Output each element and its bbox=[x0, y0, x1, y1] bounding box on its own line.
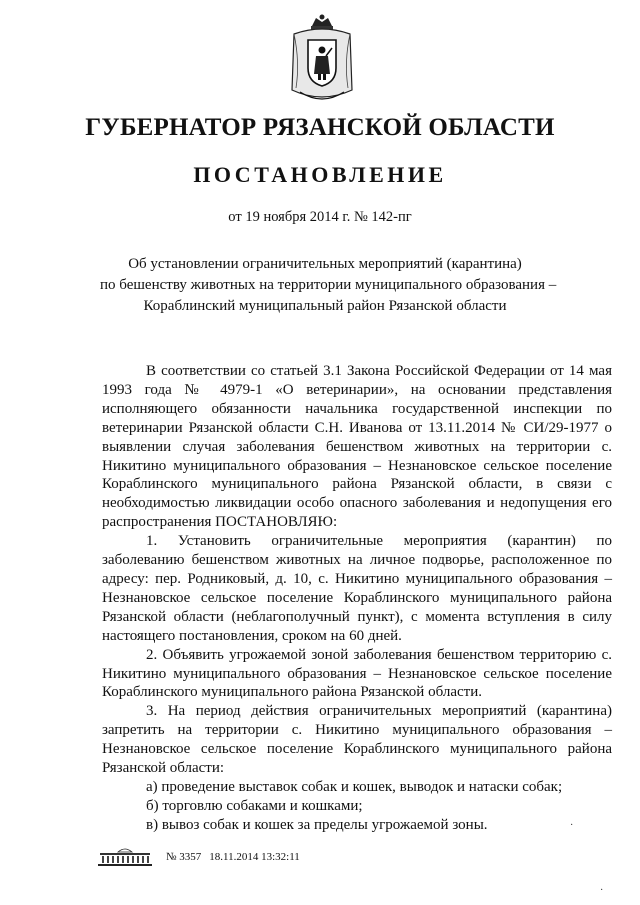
preamble-paragraph: В соответствии со статьей 3.1 Закона Российской Федерации от 14 мая 1993 года № 4979-1 «О ветеринарии», на основании представления исполняющего обязанности начальника государственной инспекции по ветеринарии Рязанской области С.Н. Иванова от 13.11.2014 № СИ/29-1977 о выявлении случая заболевания бешенством животных на территории с. Никитино муниципального образования – Незнановское сельское поселение Кораблинского муниципального района Рязанской области, в связи с необходимостью ликвидации особо опасного заболевания и недопущения его распространения ПОСТАНОВЛЯЮ: bbox=[102, 363, 612, 531]
scan-speck: · bbox=[600, 885, 604, 896]
subject-line: Кораблинский муниципальный район Рязанской области bbox=[143, 298, 507, 314]
ryazan-coat-of-arms-icon bbox=[286, 12, 358, 108]
registration-timestamp: 18.11.2014 13:32:11 bbox=[209, 851, 300, 863]
document-type: ПОСТАНОВЛЕНИЕ bbox=[193, 162, 447, 187]
subject-line: по бешенству животных на территории муниципального образования – bbox=[100, 277, 557, 293]
subject-line: Об установлении ограничительных мероприятий (карантина) bbox=[128, 256, 522, 272]
document-subject bbox=[100, 254, 557, 317]
registration-footer bbox=[96, 846, 300, 868]
item-2-paragraph: 2. Объявить угрожаемой зоной заболевания бешенством территорию с. Никитино муниципального образования – Незнановское сельское поселение Кораблинского муниципального района Рязанской области. bbox=[102, 646, 612, 701]
document-date-number: от 19 ноября 2014 г. № 142-пг bbox=[228, 209, 412, 225]
item-1-paragraph: 1. Установить ограничительные мероприятия (карантин) по заболеванию бешенством животных на личное подворье, расположенное по адресу: пер. Родниковый, д. 10, с. Никитино муниципального образования – Незнановское сельское поселение Кораблинского муниципального района Рязанской области (неблагополучный пункт), с момента вступления в силу настоящего постановления, сроком на 60 дней. bbox=[102, 533, 612, 644]
scan-speck: · bbox=[570, 820, 574, 831]
registration-number: № 3357 bbox=[166, 851, 202, 863]
document-body bbox=[102, 362, 612, 835]
item-3-paragraph: 3. На период действия ограничительных мероприятий (карантина) запретить на территории с. Никитино муниципального образования – Незнановское сельское поселение Кораблинского муниципального района Рязанской области: bbox=[102, 703, 612, 777]
subitem-c: в) вывоз собак и кошек за пределы угрожаемой зоны. bbox=[146, 816, 488, 833]
government-building-icon bbox=[96, 846, 154, 868]
governor-title: ГУБЕРНАТОР РЯЗАНСКОЙ ОБЛАСТИ bbox=[85, 114, 555, 141]
subitem-b: б) торговлю собаками и кошками; bbox=[146, 797, 363, 814]
subitem-a: а) проведение выставок собак и кошек, выводок и натаски собак; bbox=[146, 778, 563, 795]
